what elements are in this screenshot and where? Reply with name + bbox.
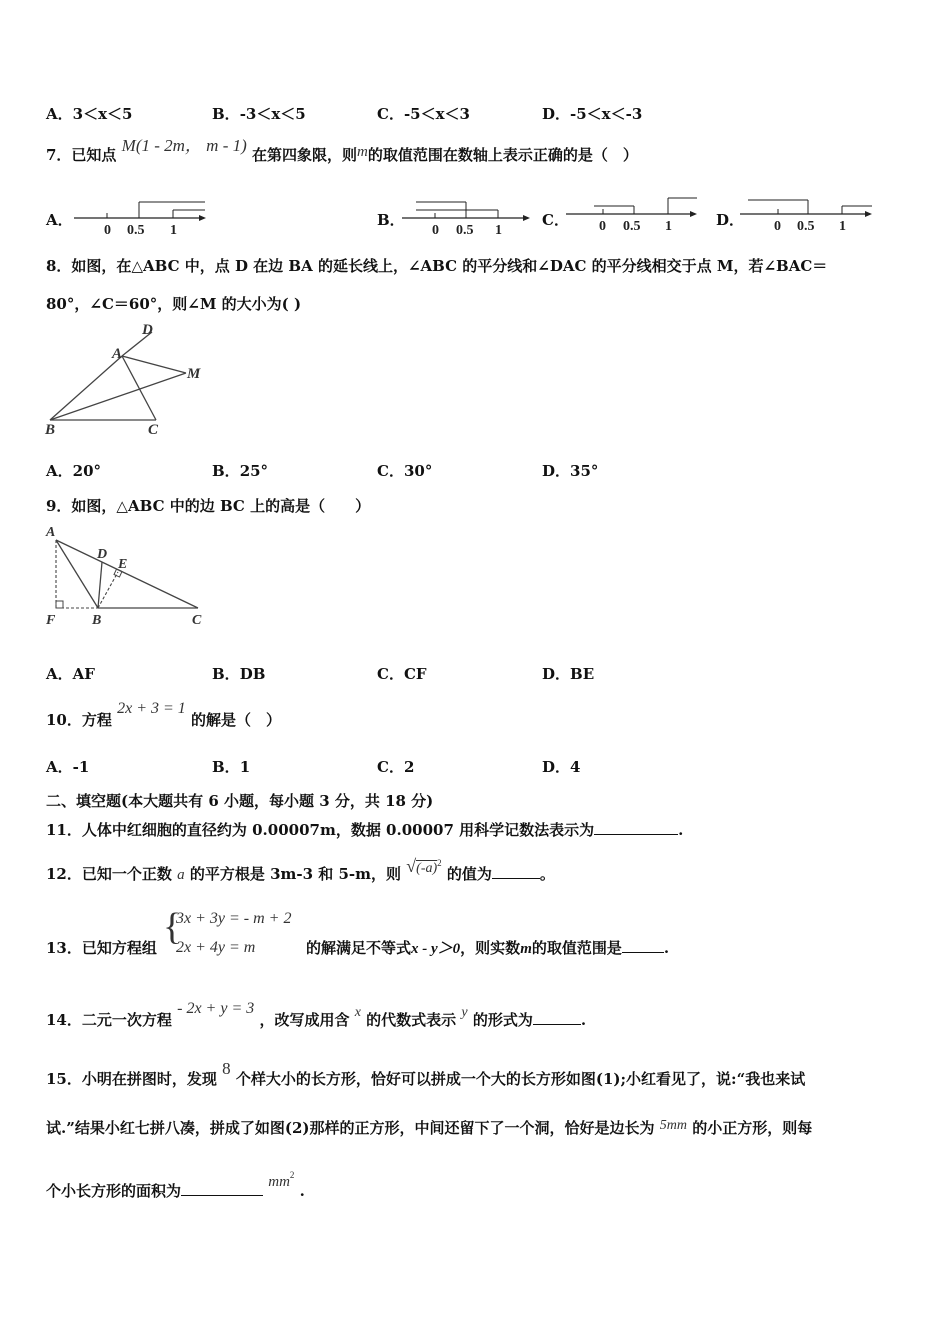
q7-option-b: B． [377,211,405,229]
q6-option-b: B．-3＜x＜5 [212,105,306,123]
label-m: M [187,366,201,382]
q6-option-d: D．-5＜x＜-3 [542,105,643,123]
q13-equation-1: 3x + 3y = - m + 2 [176,910,292,927]
q10-option-a: A．-1 [46,758,90,776]
tick-label-1: 1 [170,223,177,238]
q8-option-b: B．25° [212,462,269,480]
q13-equation-2: 2x + 4y = m [176,939,256,956]
tick-label-1: 1 [665,219,672,234]
label-d: D [142,322,153,338]
label-b: B [45,422,56,438]
q6-option-c: C．-5＜x＜3 [377,105,470,123]
q8-line1: 8．如图，在△ABC 中，点 D 在边 BA 的延长线上，∠ABC 的平分线和∠DAC 的平分线相交于点 M，若∠BAC＝ [46,257,828,275]
label-a: A [46,525,56,540]
answer-blank[interactable] [492,864,540,879]
q12-sqrt-expression: $√(-a)^2$ [406,856,442,876]
q7-number-line-c [564,194,709,234]
q13-prefix: 13．已知方程组 [46,939,157,957]
q15-line3: 个小长方形的面积为 $mm^2$ . [46,1170,305,1200]
q10-option-b: B．1 [212,758,251,776]
q9-question: 9．如图，△ABC 中的边 BC 上的高是（ ） [46,497,371,515]
q11-question: 11．人体中红细胞的直径约为 0.00007m，数据 0.00007 用科学记数法表示为 . [46,821,684,839]
q8-option-d: D．35° [542,462,599,480]
q7-number-line-d [738,194,883,234]
q14-formula: - 2x + y = 3 [177,1000,255,1017]
label-f: F [46,613,56,628]
q8-option-a: A．20° [46,462,102,480]
q9-triangle-figure [42,520,212,632]
q7-option-a: A． [46,211,73,229]
q6-option-a: A．3＜x＜5 [46,105,133,123]
q9-option-b: B．DB [212,665,266,683]
answer-blank[interactable] [622,938,664,953]
label-c: C [192,613,202,628]
tick-label-05: 0.5 [623,219,641,234]
q12-question: 12．已知一个正数 a 的平方根是 3m-3 和 5-m，则 $√(-a)^2$ 的值为 。 [46,856,555,883]
answer-blank[interactable] [181,1181,263,1196]
left-brace: { [163,906,182,948]
q7-option-c: C． [542,211,569,229]
tick-label-1: 1 [495,223,502,238]
tick-label-0: 0 [599,219,606,234]
q7-number-line-b [400,198,540,238]
q10-formula: 2x + 3 = 1 [117,700,186,717]
q7-formula: M(1 - 2m， m - 1) [121,136,247,155]
q7-question: 7．已知点 M(1 - 2m， m - 1) 在第四象限，则m的取值范围在数轴上表示正确的是（ ） [46,136,638,164]
section-heading: 二、填空题(本大题共有 6 小题，每小题 3 分，共 18 分) [46,792,434,810]
q10-option-d: D．4 [542,758,581,776]
q9-option-a: A．AF [46,665,95,683]
label-b: B [92,613,102,628]
q7-option-d: D． [716,211,745,229]
tick-label-0: 0 [432,223,439,238]
tick-label-05: 0.5 [127,223,145,238]
label-a: A [112,346,123,362]
q8-option-c: C．30° [377,462,433,480]
tick-label-0: 0 [774,219,781,234]
answer-blank[interactable] [533,1010,581,1025]
label-e: E [118,557,128,572]
q8-line2: 80°，∠C＝60°，则∠M 的大小为( ) [46,295,302,313]
tick-label-0: 0 [104,223,111,238]
tick-label-05: 0.5 [797,219,815,234]
label-c: C [148,422,159,438]
q9-option-d: D．BE [542,665,595,683]
q10-option-c: C．2 [377,758,415,776]
q15-line2: 试.”结果小红七拼八凑，拼成了如图(2)那样的正方形，中间还留下了一个洞，恰好是边长为 5mm 的小正方形，则每 [46,1118,813,1137]
q13-rest: 的解满足不等式x - y＞0，则实数m的取值范围是 . [306,939,670,957]
q8-triangle-figure [44,320,212,438]
label-d: D [97,547,108,562]
q15-line1: 15．小明在拼图时，发现 8 个样大小的长方形，恰好可以拼成一个大的长方形如图(1);小红看见了，说:“我也来试 [46,1059,806,1088]
q10-question: 10．方程 2x + 3 = 1 的解是（ ） [46,700,282,729]
q7-number-line-a [70,198,215,238]
answer-blank[interactable] [594,820,678,835]
q9-option-c: C．CF [377,665,427,683]
q14-question: 14．二元一次方程 - 2x + y = 3 ，改写成用含 x 的代数式表示 y 的形式为 . [46,1000,587,1029]
tick-label-05: 0.5 [456,223,474,238]
tick-label-1: 1 [839,219,846,234]
